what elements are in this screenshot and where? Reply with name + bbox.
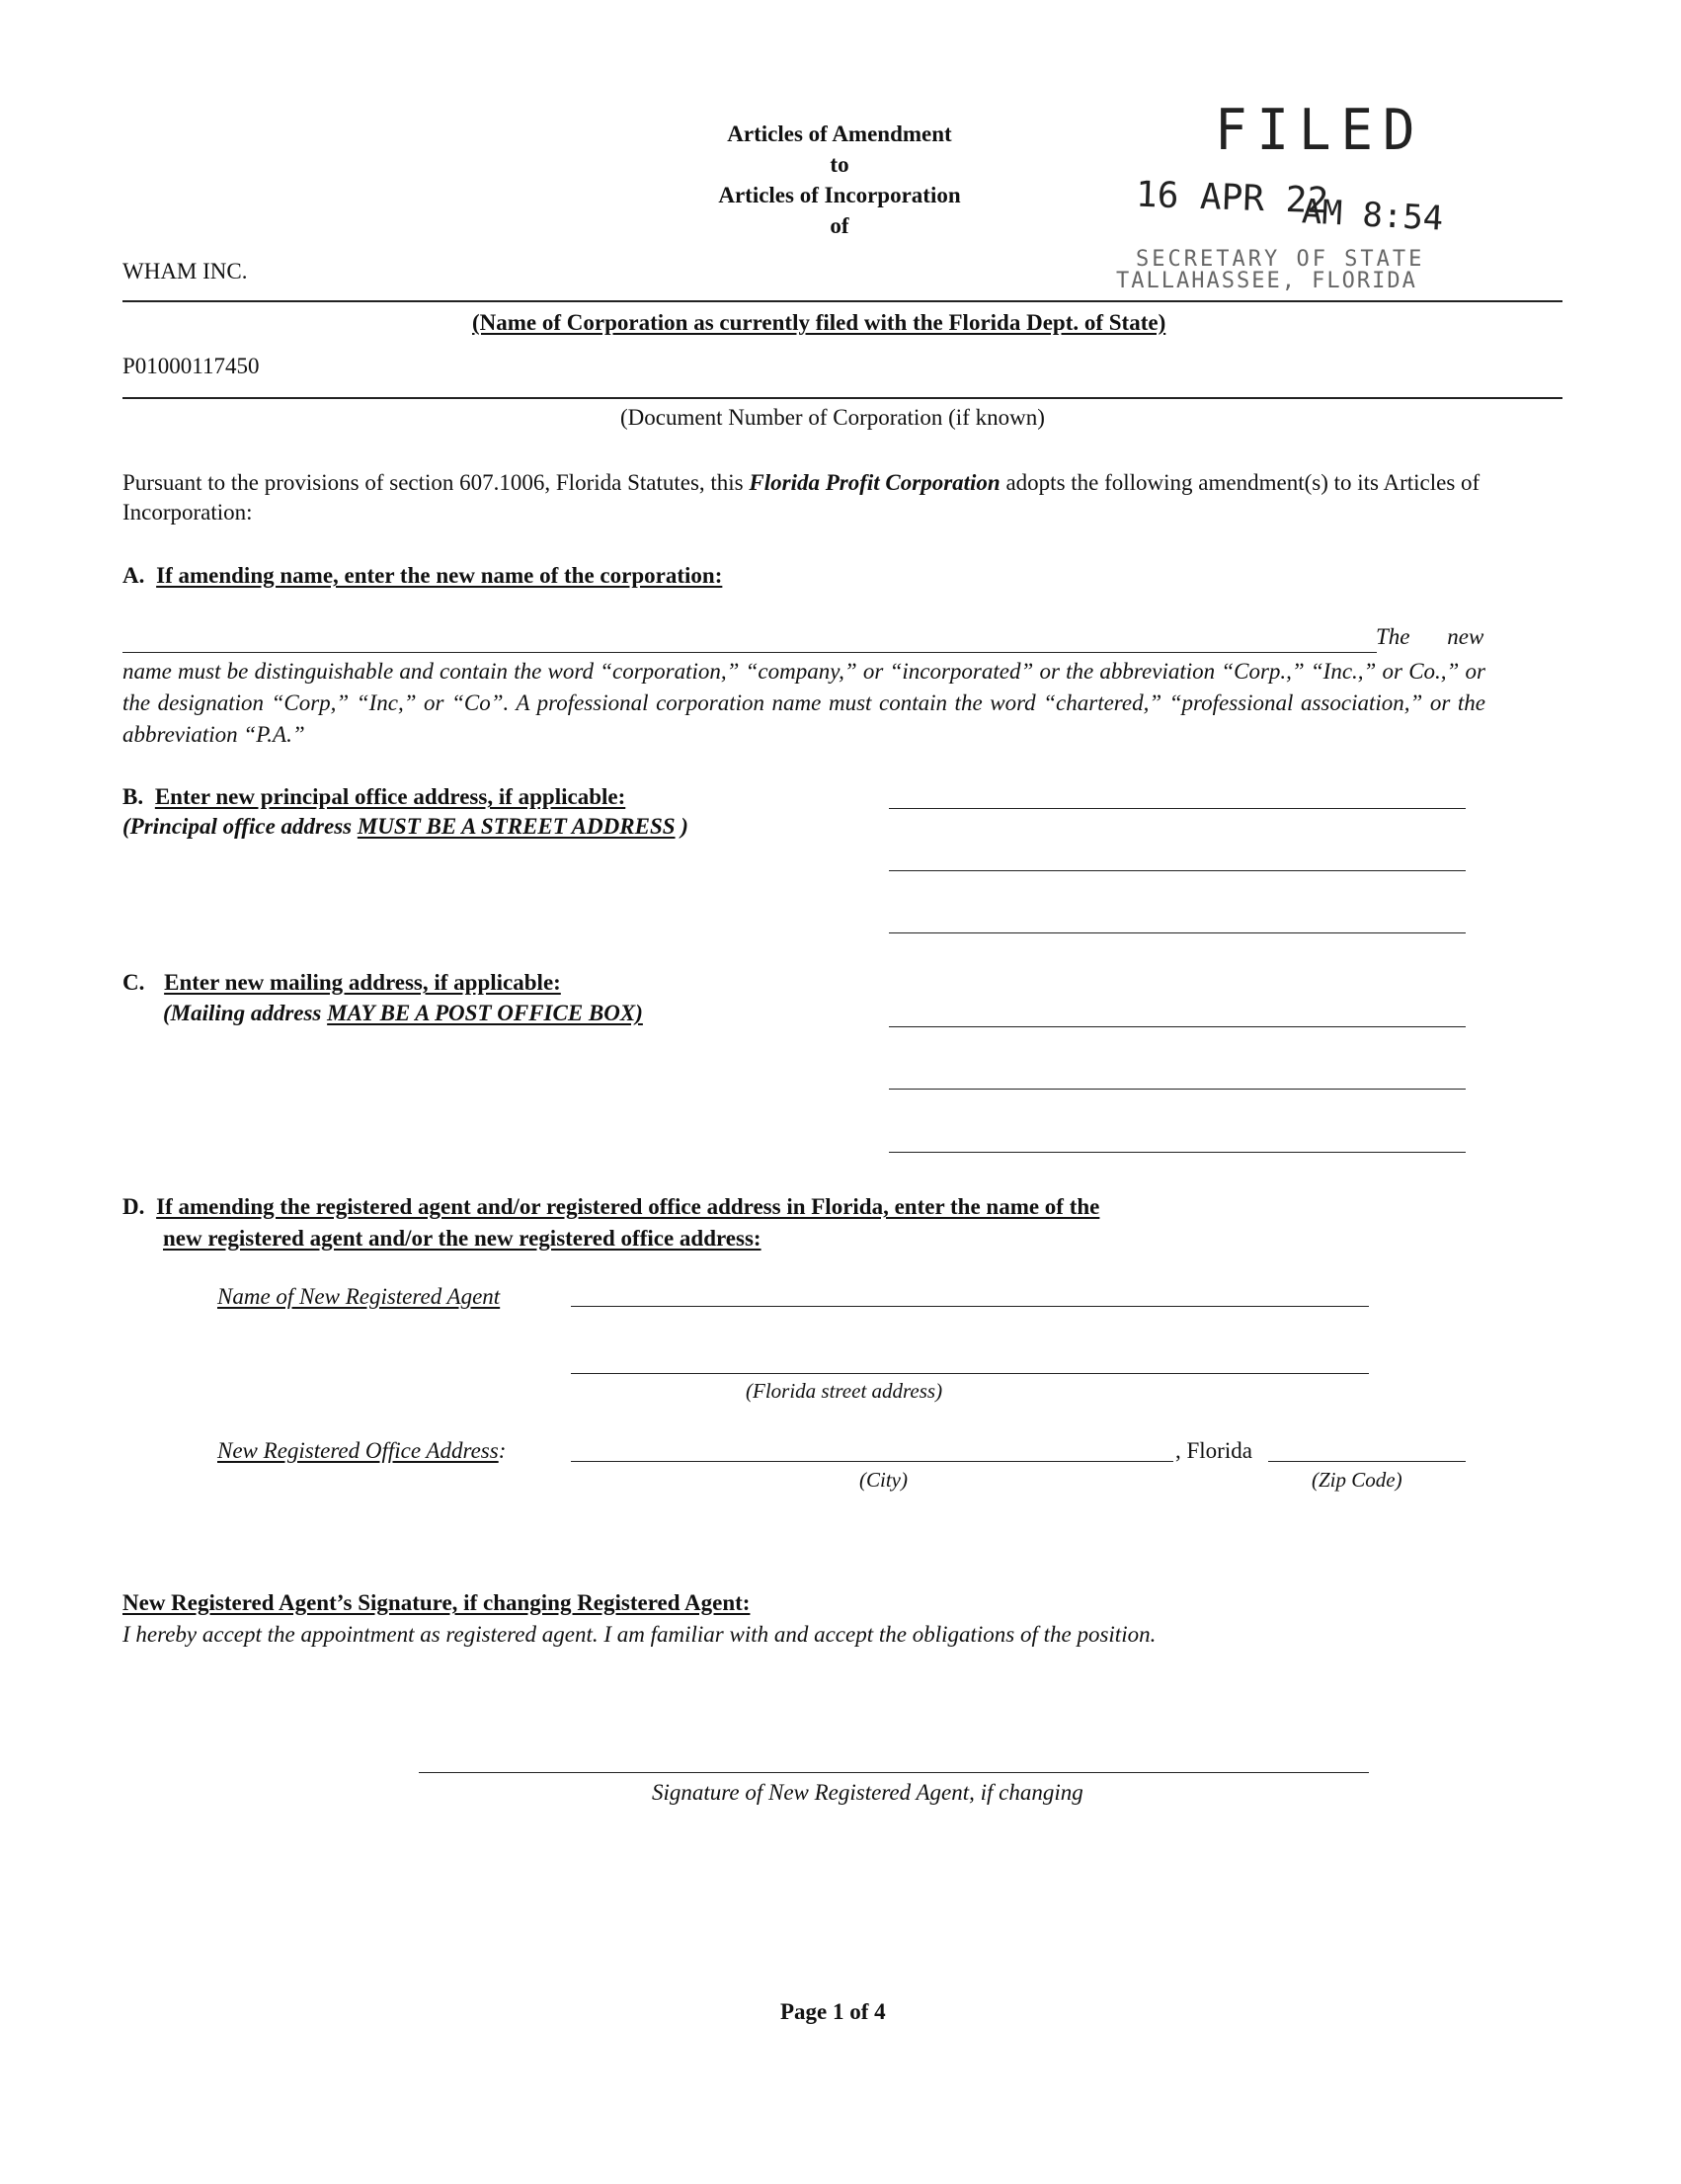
- section-b-heading: [122, 784, 625, 810]
- signature-heading: New Registered Agent’s Signature, if changing Registered Agent:: [122, 1590, 751, 1615]
- office-address-label: [217, 1438, 506, 1464]
- intro-entity-type: Florida Profit Corporation: [749, 470, 1001, 495]
- section-c-note-pre: (Mailing address: [163, 1001, 328, 1025]
- stamp-time: AM 8:54: [1301, 192, 1445, 239]
- section-c-note: [163, 1001, 643, 1026]
- section-b-letter: B.: [122, 784, 144, 809]
- section-a-note: name must be distinguishable and contain the word “corporation,” “company,” or “incorporated” or the abbreviation “Corp.,” “Inc.,” or Co.,” or the designation “Corp,” “Inc,” or “Co”. A professional corporation name must contain the word “chartered,” “professional association,” or the abbreviation “P.A.”: [122, 659, 1485, 747]
- corporation-name-caption: (Name of Corporation as currently filed with the Florida Dept. of State): [472, 310, 1166, 335]
- section-a-heading: [122, 563, 722, 589]
- stamp-line-1: SECRETARY OF STATE: [1136, 247, 1425, 272]
- office-address-label-colon: :: [498, 1438, 507, 1463]
- mailing-address-line-3[interactable]: [889, 1152, 1466, 1153]
- document-number: P01000117450: [122, 354, 260, 378]
- mailing-address-line-1[interactable]: [889, 1026, 1466, 1027]
- section-a-title: If amending name, enter the new name of the corporation:: [156, 563, 723, 588]
- section-b-note: [122, 814, 688, 840]
- city-field-line[interactable]: [571, 1461, 1173, 1462]
- intro-post: adopts the following amendment(s) to its Articles of Incorporation:: [122, 470, 1481, 525]
- stamp-date: 16 APR 22: [1135, 174, 1329, 222]
- florida-street-caption: (Florida street address): [746, 1379, 943, 1403]
- title-line-3: Articles of Incorporation: [718, 183, 961, 207]
- title-line-4: of: [830, 213, 849, 238]
- intro-paragraph: [122, 468, 1564, 527]
- signature-caption: Signature of New Registered Agent, if changing: [652, 1780, 1083, 1805]
- stamp-line-2: TALLAHASSEE, FLORIDA: [1116, 269, 1417, 293]
- section-d-title-line-2: new registered agent and/or the new registered office address:: [163, 1226, 761, 1251]
- section-a-letter: A.: [122, 563, 145, 588]
- florida-street-field-line[interactable]: [571, 1373, 1369, 1374]
- agent-name-label: Name of New Registered Agent: [217, 1284, 501, 1309]
- corporation-name-line: [122, 300, 1562, 302]
- section-d-letter: D.: [122, 1194, 145, 1219]
- signature-statement: I hereby accept the appointment as registered agent. I am familiar with and accept the obligations of the position.: [122, 1622, 1157, 1647]
- section-c-letter: C.: [122, 970, 145, 995]
- stamp-filed: FILED: [1215, 97, 1425, 163]
- title-line-2: to: [830, 152, 849, 177]
- agent-name-field-line[interactable]: [571, 1306, 1369, 1307]
- document-number-line: [122, 397, 1562, 399]
- section-b-note-pre: (Principal office address: [122, 814, 358, 839]
- intro-pre: Pursuant to the provisions of section 607.1006, Florida Statutes, this: [122, 470, 750, 495]
- principal-address-line-2[interactable]: [889, 870, 1466, 871]
- section-b-note-emph: MUST BE A STREET ADDRESS: [357, 814, 676, 839]
- signature-field-line[interactable]: [419, 1772, 1369, 1773]
- section-b-title: Enter new principal office address, if applicable:: [154, 784, 626, 809]
- florida-label: , Florida: [1175, 1438, 1252, 1463]
- section-c-heading: [122, 970, 561, 996]
- section-a-tail: The new: [1376, 624, 1484, 649]
- new-name-field-line[interactable]: [122, 652, 1377, 653]
- mailing-address-line-2[interactable]: [889, 1089, 1466, 1090]
- corporation-name: WHAM INC.: [122, 259, 248, 283]
- section-c-note-emph: MAY BE A POST OFFICE BOX): [327, 1001, 643, 1025]
- zip-caption: (Zip Code): [1312, 1468, 1402, 1492]
- document-number-caption: (Document Number of Corporation (if known): [620, 405, 1045, 430]
- document-title: [593, 119, 1086, 241]
- principal-address-line-3[interactable]: [889, 932, 1466, 933]
- section-d-title-line-1: If amending the registered agent and/or registered office address in Florida, enter the name of the: [156, 1194, 1100, 1219]
- section-b-note-post: ): [675, 814, 688, 839]
- zip-field-line[interactable]: [1268, 1461, 1466, 1462]
- section-d-heading: [122, 1191, 1099, 1254]
- city-caption: (City): [859, 1468, 908, 1492]
- section-c-title: Enter new mailing address, if applicable:: [164, 970, 561, 995]
- title-line-1: Articles of Amendment: [727, 121, 952, 146]
- principal-address-line-1[interactable]: [889, 808, 1466, 809]
- page-number: Page 1 of 4: [780, 1999, 886, 2024]
- office-address-label-text: New Registered Office Address: [217, 1438, 499, 1463]
